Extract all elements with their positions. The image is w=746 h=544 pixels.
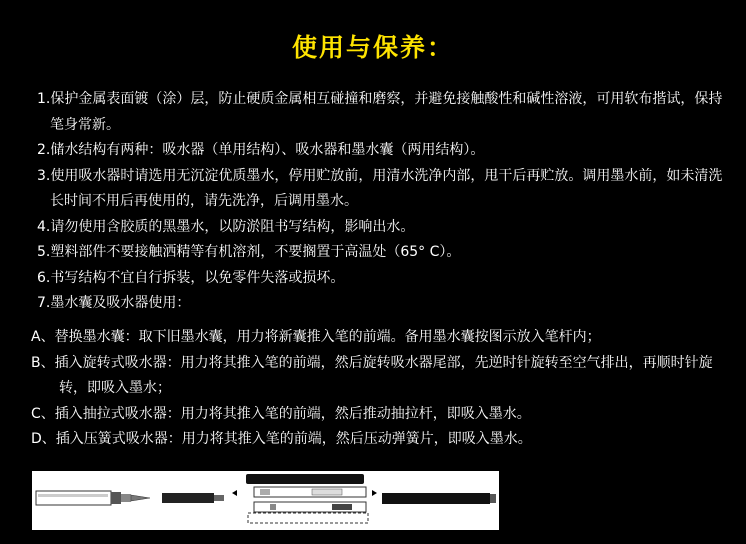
pen-cap-drawing	[36, 491, 150, 505]
pen-illustration	[32, 471, 499, 530]
step-a: A、替换墨水囊：取下旧墨水囊，用力将新囊推入笔的前端。备用墨水囊按图示放入笔杆内；	[31, 329, 601, 345]
pen-section-drawing	[162, 493, 224, 503]
rule-5: 5.塑料部件不要接触洒精等有机溶剂，不要搁置于高温处（65° C）。	[37, 244, 461, 260]
rule-3: 3.使用吸水器时请选用无沉淀优质墨水，停用贮放前，用清水洗净内部，甩干后再贮放。调用墨水前，如未清洗长时间不用后再使用的，请先洗净，后调用墨水。	[37, 167, 723, 209]
pen-barrel-drawing	[382, 493, 496, 504]
care-rules-list	[37, 87, 727, 317]
step-b: B、插入旋转式吸水器：用力将其推入笔的前端，然后旋转吸水器尾部，先逆时针旋转至空气排出，再顺时针旋转，即吸入墨水；	[31, 354, 713, 396]
rule-1: 1.保护金属表面镀（涂）层，防止硬质金属相互碰撞和磨察，并避免接触酸性和碱性溶液，可用软布揩试，保持笔身常新。	[37, 91, 723, 133]
ink-usage-steps	[31, 325, 731, 453]
rule-7: 7.墨水囊及吸水器使用：	[37, 295, 191, 311]
step-c: C、插入抽拉式吸水器：用力将其推入笔的前端，然后推动抽拉杆，即吸入墨水。	[31, 405, 531, 422]
rule-6: 6.书写结构不宜自行拆装，以免零件失落或损坏。	[37, 269, 345, 286]
rule-2: 2.储水结构有两种：吸水器（单用结构）、吸水器和墨水囊（两用结构）。	[37, 142, 485, 158]
converter-drawing	[232, 474, 377, 523]
rule-4: 4.请勿使用含胶质的黑墨水，以防淤阻书写结构，影响出水。	[37, 218, 415, 235]
pen-diagram	[32, 471, 499, 530]
step-d: D、插入压簧式吸水器：用力将其推入笔的前端，然后压动弹簧片，即吸入墨水。	[31, 431, 532, 447]
page-title: 使用与保养：	[291, 33, 454, 62]
